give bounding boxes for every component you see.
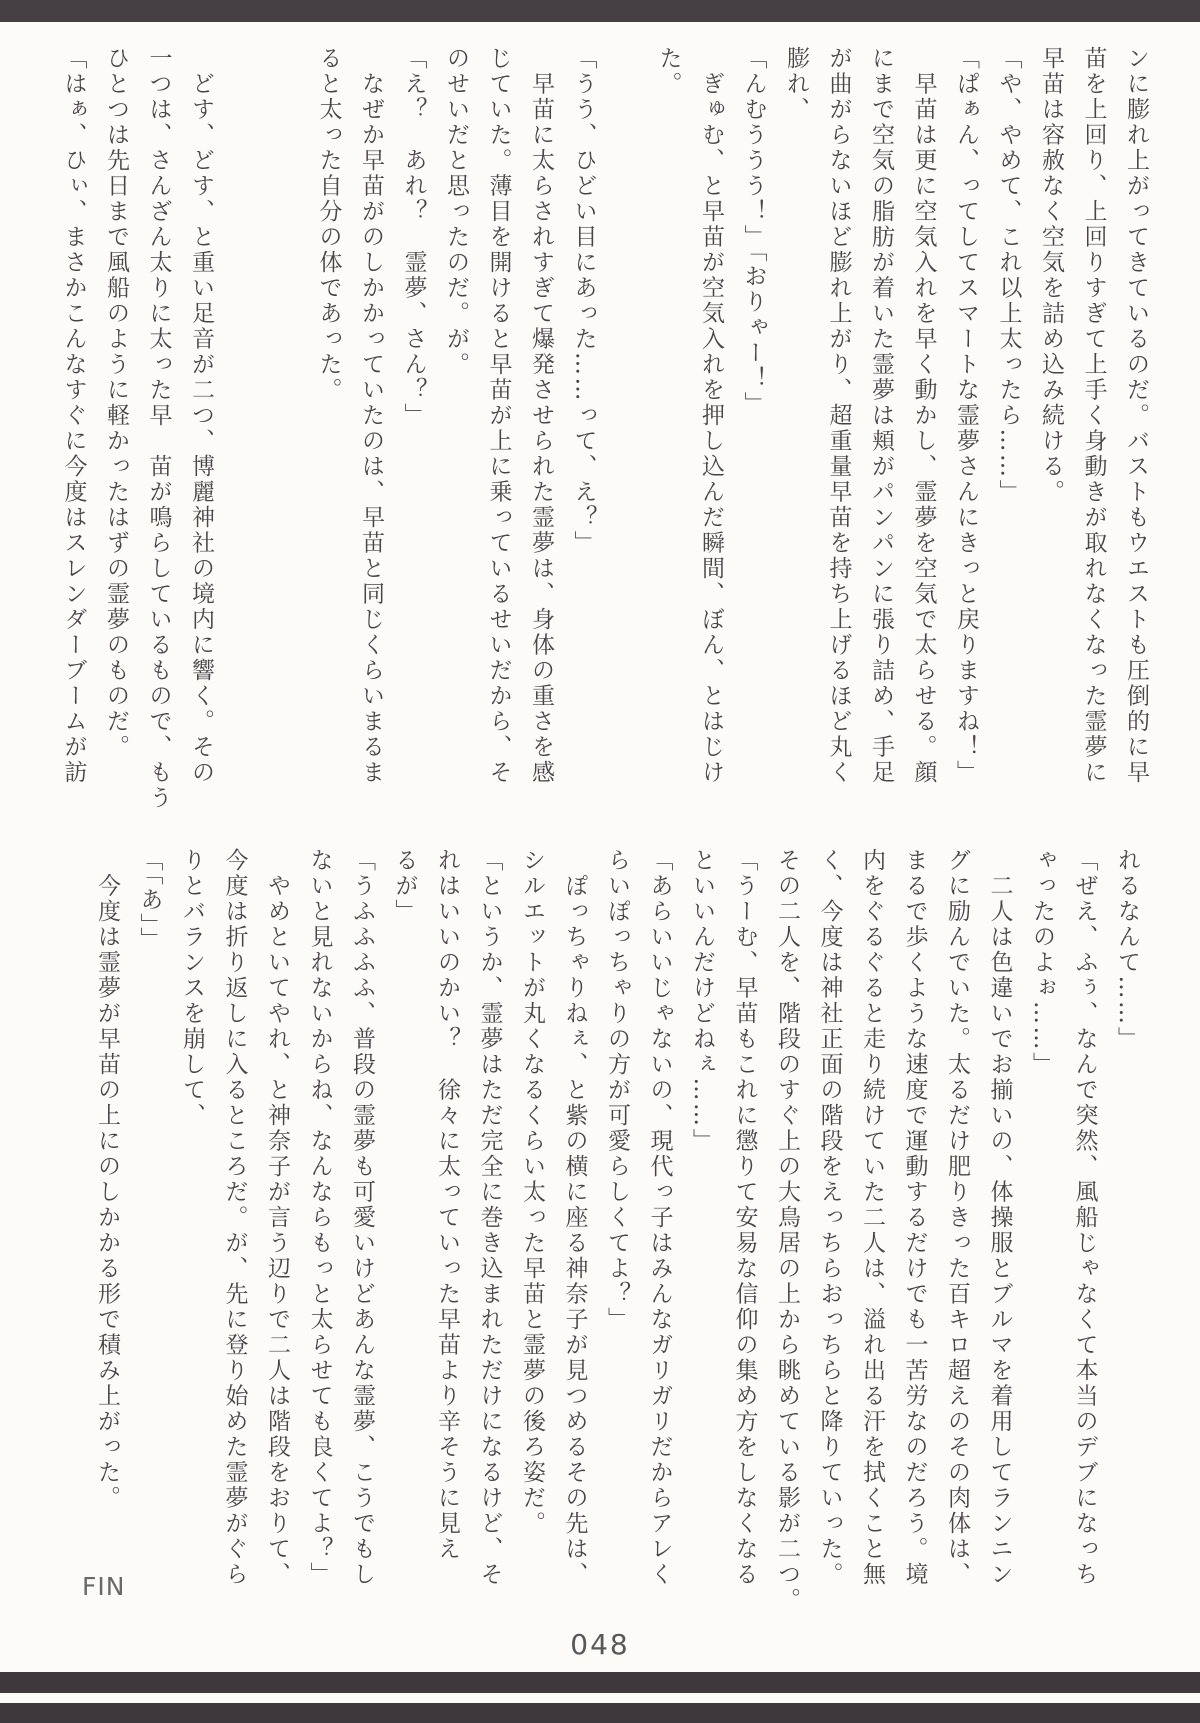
text-column: 「ぱぁん、ってしてスマートな霊夢さんにきっと戻りますね！」	[953, 46, 979, 786]
text-column: ゃったのよぉ……」	[1029, 848, 1055, 1078]
text-column: りとバランスを崩して、	[179, 848, 205, 1129]
text-column: 内をぐるぐると走り続けていた二人は、溢れ出る汗を拭くこと無	[859, 848, 885, 1588]
text-column: ぎゅむ、と早苗が空気入れを押し込んだ瞬間、ぼん、とはじけ	[698, 46, 724, 786]
text-column: 膨れ、	[783, 46, 809, 123]
text-column: 「うーむ、早苗もこれに懲りて安易な信仰の集め方をしなくなる	[731, 848, 758, 1588]
text-column: まるで歩くような速度で運動するだけでも一苦労なのだろう。境	[901, 848, 928, 1588]
text-column: といいんだけどねぇ……」	[689, 848, 715, 1154]
text-column: シルエットが丸くなるくらい太った早苗と霊夢の後ろ姿だ。	[519, 848, 545, 1537]
text-column: らいぽっちゃりの方が可愛らしくてよ？」	[604, 848, 630, 1333]
text-column: 「「あ」」	[136, 848, 163, 953]
text-column: た。	[655, 46, 682, 97]
text-column: 今度は折り返しに入るところだ。が、先に登り始めた霊夢がぐら	[221, 848, 248, 1588]
text-column: のせいだと思ったのだ。が。	[443, 46, 469, 378]
text-column: 「はぁ、ひぃ、まさかこんなすぐに今度はスレンダーブームが訪	[60, 46, 87, 786]
text-column: ると太った自分の体であった。	[315, 46, 342, 403]
text-column: 早苗は更に空気入れを早く動かし、霊夢を空気で太らせる。顔	[910, 46, 937, 786]
text-column: 「うふふふふ、普段の霊夢も可愛いけどあんな霊夢、こうでもし	[349, 848, 375, 1588]
text-column: にまで空気の脂肪が着いた霊夢は頬がパンパンに張り詰め、手足	[868, 46, 894, 786]
text-column: 今度は霊夢が早苗の上にのしかかる形で積み上がった。	[94, 848, 120, 1511]
story-text-block-bottom	[86, 848, 1149, 1623]
text-column: 一つは、さんざん太りに太った早 苗が鳴らしているもので、もう	[145, 46, 172, 811]
text-column: やめといてやれ、と神奈子が言う辺りで二人は階段をおりて、	[264, 848, 290, 1588]
text-column	[605, 46, 648, 826]
text-column: るが」	[391, 848, 418, 925]
text-column: 「あらいいじゃないの、現代っ子はみんなガリガリだからアレく	[646, 848, 673, 1588]
text-column: れはいいのかい？ 徐々に太っていった早苗より辛そうに見え	[434, 848, 460, 1562]
text-column: ひとつは先日まで風船のように軽かったはずの霊夢のものだ。	[103, 46, 129, 760]
text-column: 苗を上回り、上回りすぎて上手く身動きが取れなくなった霊夢に	[1080, 46, 1107, 786]
text-column: どす、どす、と重い足音が二つ、博麗神社の境内に響く。その	[188, 46, 214, 786]
text-column: なぜか早苗がのしかかっていたのは、早苗と同じくらいまるま	[358, 46, 384, 786]
text-column: ンに膨れ上がってきているのだ。バストもウエストも圧倒的に早	[1123, 46, 1149, 786]
text-column	[222, 46, 265, 826]
text-column: れるなんて……」	[1114, 848, 1140, 1052]
text-column	[265, 46, 308, 826]
fin-label: FIN	[82, 1572, 126, 1601]
text-column: 「や、やめて、これ以上太ったら……」	[995, 46, 1022, 505]
story-text-block-top	[52, 46, 1157, 826]
text-column: その二人を、階段のすぐ上の大鳥居の上から眺めている影が二つ。	[774, 848, 800, 1613]
text-column: 「んむううう！」「おりゃー！」	[740, 46, 767, 417]
text-column: ぽっちゃりねぇ、と紫の横に座る神奈子が見つめるその先は、	[561, 848, 588, 1588]
page-bottom-edge-bar-upper	[0, 1672, 1200, 1693]
text-column: 「というか、霊夢はただ完全に巻き込まれただけになるけど、そ	[476, 848, 503, 1588]
text-column: 二人は色違いでお揃いの、体操服とブルマを着用してランニン	[986, 848, 1013, 1588]
text-column: グに励んでいた。太るだけ肥りきった百キロ超えのその肉体は、	[944, 848, 970, 1588]
text-column: ないと見れないからね、なんならもっと太らせても良くてよ？」	[306, 848, 333, 1588]
text-column: 「え？ あれ？ 霊夢、さん？」	[400, 46, 427, 429]
page-number: 048	[570, 1628, 630, 1661]
text-column: じていた。薄目を開けると早苗が上に乗っているせいだから、そ	[485, 46, 512, 786]
text-column: が曲がらないほど膨れ上がり、超重量早苗を持ち上げるほど丸く	[825, 46, 852, 786]
page-bottom-edge-bar-lower	[0, 1703, 1200, 1723]
page-top-edge-bar	[0, 0, 1200, 22]
text-column: 「ぜえ、ふぅ、なんで突然、風船じゃなくて本当のデブになっち	[1071, 848, 1098, 1588]
text-column: く、今度は神社正面の階段をえっちらおっちらと降りていった。	[816, 848, 843, 1588]
text-column: 「うう、ひどい目にあった……って、え？」	[570, 46, 597, 556]
text-column: 早苗は容赦なく空気を詰め込み続ける。	[1038, 46, 1064, 505]
text-column: 早苗に太らされすぎて爆発させられた霊夢は、身体の重さを感	[528, 46, 554, 786]
